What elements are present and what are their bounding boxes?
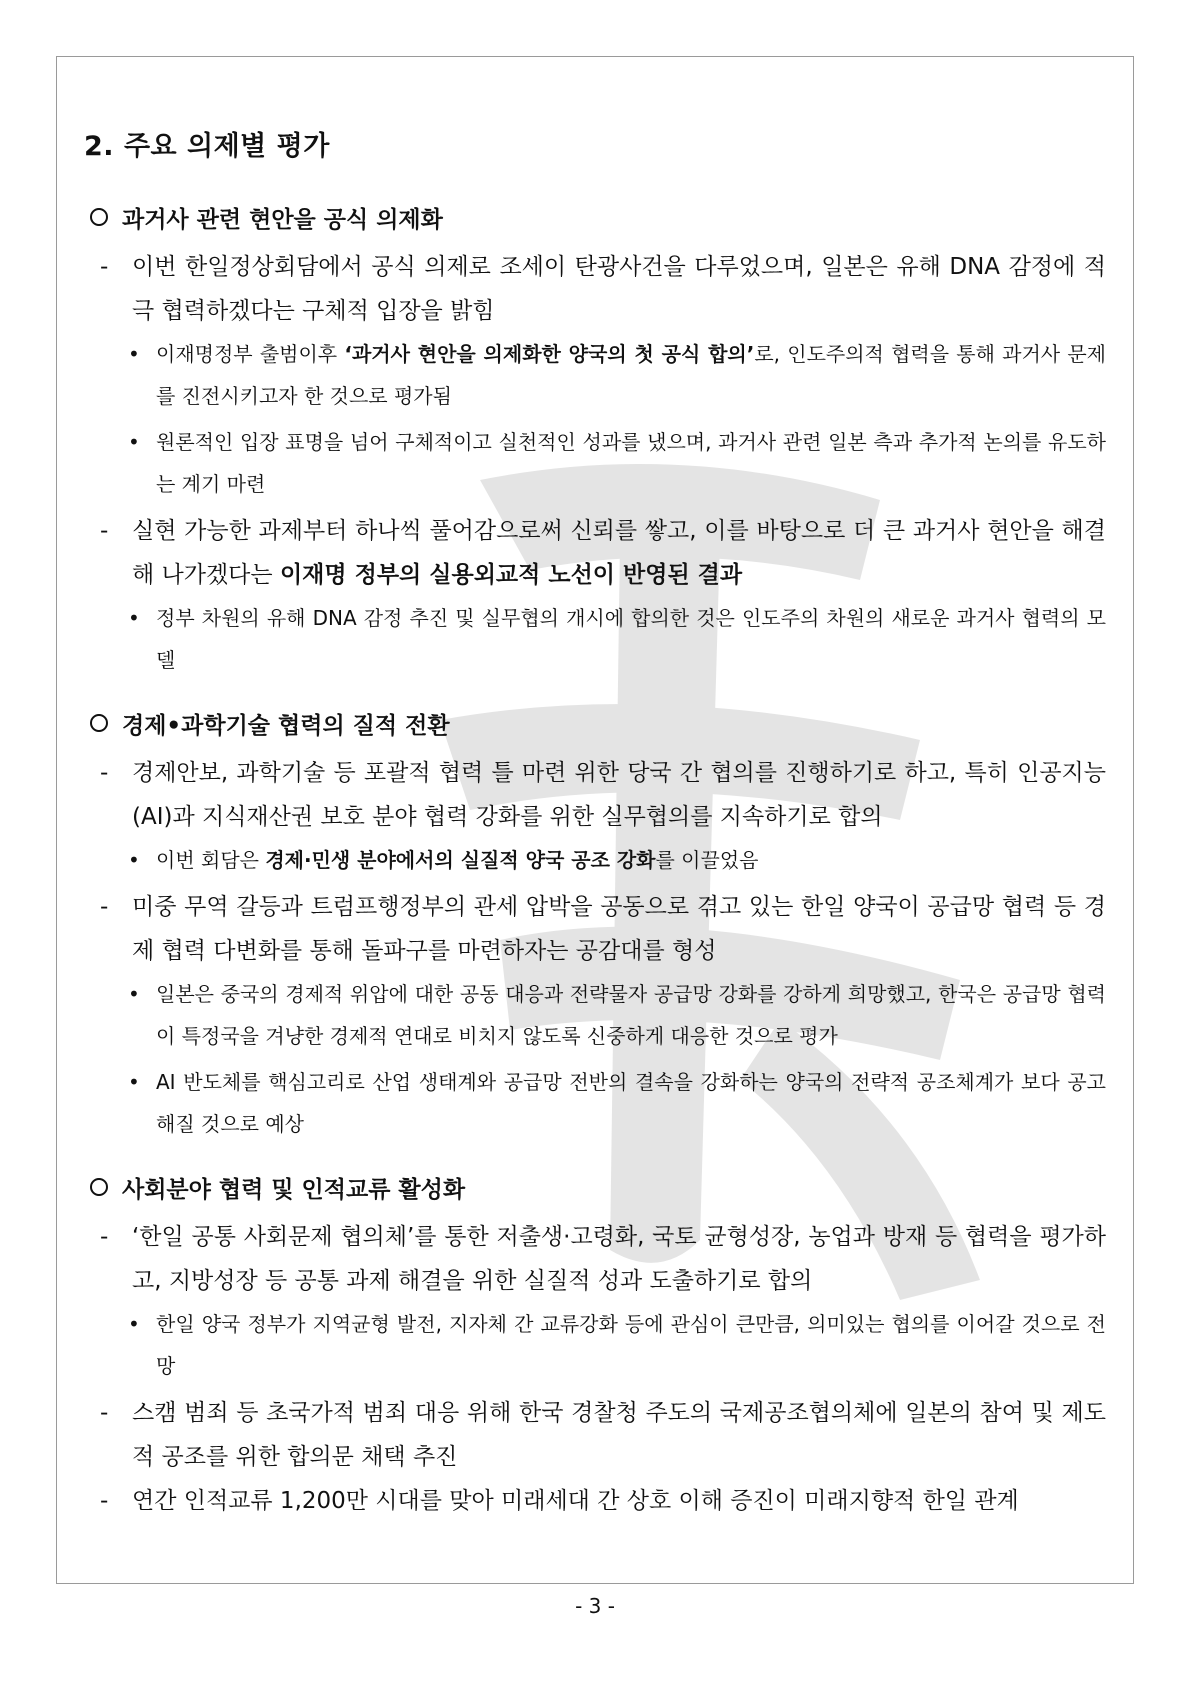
dash-item: - ‘한일 공통 사회문제 협의체’를 통한 저출생·고령화, 국토 균형성장, 농업과 방재 등 협력을 평가하고, 지방성장 등 공통 과제 해결을 위한 실질적 성과 도출하기로 합의 bbox=[100, 1224, 1106, 1294]
bullet-item: • 한일 양국 정부가 지역균형 발전, 지자체 간 교류강화 등에 관심이 큰만큼, 의미있는 협의를 이어갈 것으로 전망 bbox=[128, 1312, 1106, 1378]
dash-item: - 실현 가능한 과제부터 하나씩 풀어감으로써 신뢰를 쌓고, 이를 바탕으로 더 큰 과거사 현안을 해결해 나가겠다는 이재명 정부의 실용외교적 노선이 반영된 결과 bbox=[100, 518, 1106, 588]
section-title: 과거사 관련 현안을 공식 의제화 bbox=[84, 201, 1106, 233]
circle-bullet-icon bbox=[90, 208, 108, 226]
document-body bbox=[84, 124, 1106, 1523]
bullet-item: • AI 반도체를 핵심고리로 산업 생태계와 공급망 전반의 결속을 강화하는 양국의 전략적 공조체계가 보다 공고해질 것으로 예상 bbox=[128, 1070, 1106, 1136]
section-title: 사회분야 협력 및 인적교류 활성화 bbox=[84, 1171, 1106, 1203]
section-heading: 2. 주요 의제별 평가 bbox=[84, 131, 330, 162]
dash-item: - 이번 한일정상회담에서 공식 의제로 조세이 탄광사건을 다루었으며, 일본은 유해 DNA 감정에 적극 협력하겠다는 구체적 입장을 밝힘 bbox=[100, 254, 1106, 324]
section-past-issues bbox=[84, 201, 1106, 681]
dash-item: - 스캠 범죄 등 초국가적 범죄 대응 위해 한국 경찰청 주도의 국제공조협의체에 일본의 참여 및 제도적 공조를 위한 합의문 채택 추진 bbox=[100, 1400, 1106, 1470]
bullet-item: • 일본은 중국의 경제적 위압에 대한 공동 대응과 전략물자 공급망 강화를 강하게 희망했고, 한국은 공급망 협력이 특정국을 겨냥한 경제적 연대로 비치지 않도록 신중하게 대응한 것으로 평가 bbox=[128, 982, 1106, 1048]
dash-item: - 미중 무역 갈등과 트럼프행정부의 관세 압박을 공동으로 겪고 있는 한일 양국이 공급망 협력 등 경제 협력 다변화를 통해 돌파구를 마련하자는 공감대를 형성 bbox=[100, 894, 1106, 964]
circle-bullet-icon bbox=[90, 714, 108, 732]
bullet-item: • 이번 회담은 경제·민생 분야에서의 실질적 양국 공조 강화를 이끌었음 bbox=[128, 848, 759, 872]
page-number: - 3 - bbox=[575, 1594, 615, 1618]
section-economy-science bbox=[84, 707, 1106, 1145]
section-social-exchange bbox=[84, 1171, 1106, 1523]
bullet-item: • 정부 차원의 유해 DNA 감정 추진 및 실무협의 개시에 합의한 것은 인도주의 차원의 새로운 과거사 협력의 모델 bbox=[128, 606, 1106, 672]
section-title: 경제•과학기술 협력의 질적 전환 bbox=[84, 707, 1106, 739]
dash-item: - 연간 인적교류 1,200만 시대를 맞아 미래세대 간 상호 이해 증진이 미래지향적 한일 관계 bbox=[100, 1488, 1019, 1514]
dash-item: - 경제안보, 과학기술 등 포괄적 협력 틀 마련 위한 당국 간 협의를 진행하기로 하고, 특히 인공지능(AI)과 지식재산권 보호 분야 협력 강화를 위한 실무협의를 지속하기로 합의 bbox=[100, 760, 1106, 830]
circle-bullet-icon bbox=[90, 1178, 108, 1196]
bullet-item: • 이재명정부 출범이후 ‘과거사 현안을 의제화한 양국의 첫 공식 합의’로, 인도주의적 협력을 통해 과거사 문제를 진전시키고자 한 것으로 평가됨 bbox=[128, 342, 1107, 408]
bullet-item: • 원론적인 입장 표명을 넘어 구체적이고 실천적인 성과를 냈으며, 과거사 관련 일본 측과 추가적 논의를 유도하는 계기 마련 bbox=[128, 430, 1106, 496]
